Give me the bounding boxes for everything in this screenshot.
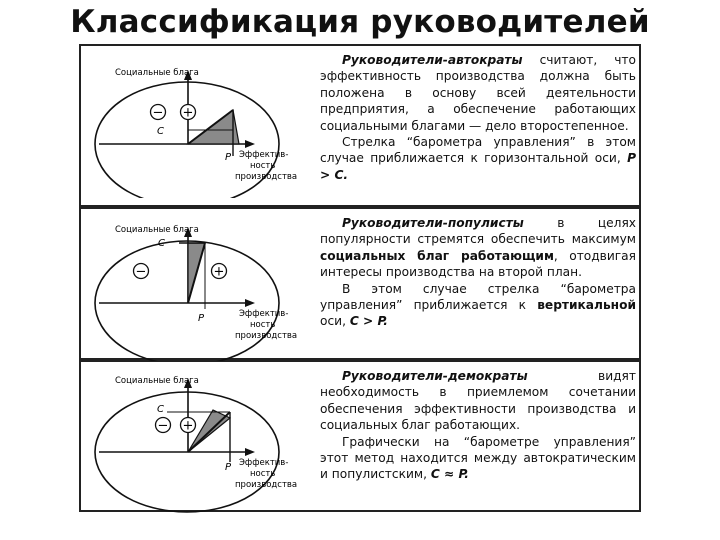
x-axis-label-1: Эффектив- [239,309,289,319]
minus-sign: − [135,264,147,280]
x-axis-label-1: Эффектив- [239,150,289,160]
panel-text-populists [320,215,636,330]
panel-democrats [81,362,639,512]
x-axis-label-2: ность [250,320,276,330]
minus-sign: − [152,105,164,121]
term-autocrats: Руководители-автократы [342,53,523,67]
term-democrats: Руководители-демократы [342,369,528,383]
x-axis-label-3: производства [235,172,298,182]
panel-populists [81,209,639,362]
p-label: P [225,152,232,163]
paragraph-2a: В этом случае стрелка “барометра управления” приближается к [320,281,636,313]
c-label: C [158,238,165,249]
x-axis-label-2: ность [250,161,276,171]
term-populists: Руководители-популисты [342,216,524,230]
paragraph-1: видят необходимость в приемлемом сочетании обеспечения эффективности производства и социальных благ работающих. [320,369,636,433]
paragraph-2-bold: вертикальной [537,298,636,313]
paragraph-2c: оси, [320,314,350,329]
panel-text-democrats [320,368,636,483]
barometer-diagram-populists [87,213,313,361]
paragraph-2: Графически на “барометре управления” этот метод находится между автократическим и популистским, [320,434,636,482]
paragraph-1c: , отодвигая интересы производства на второй план. [320,248,636,280]
barometer-circle [95,241,279,361]
x-axis-arrow [245,299,255,307]
x-axis-arrow [245,140,255,148]
formula: C ≈ P. [430,467,469,482]
minus-sign: − [157,418,169,434]
c-label: C [157,404,164,415]
plus-sign: + [213,264,225,280]
c-label: C [157,126,164,137]
y-axis-label: Социальные блага [115,68,199,78]
y-axis-label: Социальные блага [115,225,199,235]
classification-table [79,44,641,512]
barometer-diagram-democrats [87,366,313,514]
p-label: P [225,462,232,473]
p-label: P [198,313,205,324]
formula: P > C. [320,151,636,182]
x-axis-label-3: производства [235,331,298,341]
paragraph-1: считают, что эффективность производства должна быть положена в основу всей деятельности предприятия, а обеспечение работающих социальными благами — дело второстепенное. [320,53,636,133]
page-title: Классификация руководителей [70,4,650,40]
panel-autocrats [81,46,639,209]
barometer-diagram-autocrats [87,50,313,198]
x-axis-label-2: ность [250,469,276,479]
x-axis-label-3: производства [235,480,298,490]
y-axis-label: Социальные блага [115,376,199,386]
paragraph-1a: в целях популярности стремятся обеспечить максимум [320,216,636,247]
plus-sign: + [182,105,194,121]
paragraph-2: Стрелка “барометра управления” в этом случае приближается к горизонтальной оси, [320,135,636,166]
plus-sign: + [182,418,194,434]
paragraph-1-bold: социальных благ работающим [320,248,554,263]
x-axis-label-1: Эффектив- [239,458,289,468]
panel-text-autocrats [320,52,636,183]
formula: C > P. [349,314,388,329]
x-axis-arrow [245,448,255,456]
